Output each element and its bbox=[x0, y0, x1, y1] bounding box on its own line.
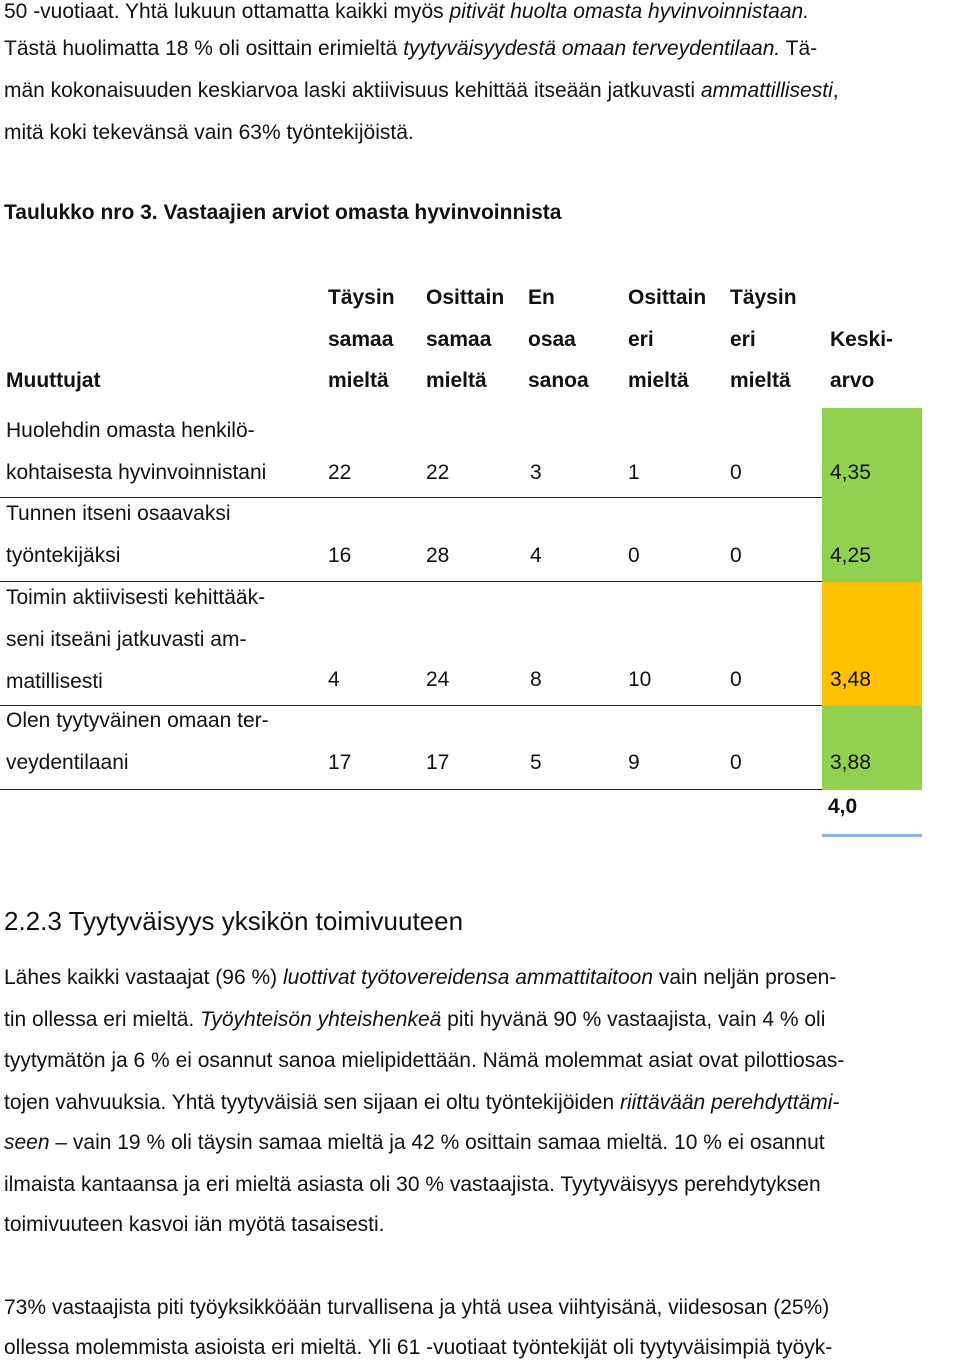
emphasis: luottivat työtovereidensa ammattitaitoon bbox=[282, 966, 654, 989]
table-cell: 0 bbox=[730, 461, 742, 484]
label-text: Olen tyytyväinen omaan ter- bbox=[6, 709, 269, 732]
table-cell: 4 bbox=[530, 544, 542, 567]
intro-line-1 bbox=[4, 0, 809, 24]
table-cell: 24 bbox=[426, 668, 450, 691]
table-row-label bbox=[6, 502, 312, 568]
table-cell: 28 bbox=[426, 544, 450, 567]
table-cell: 5 bbox=[530, 751, 542, 774]
paragraph-1-line-7: toimivuuteen kasvoi iän myötä tasaisesti. bbox=[4, 1213, 385, 1236]
col-header-4-line-1: Osittain bbox=[628, 286, 707, 309]
col-header-3-line-1: En bbox=[528, 286, 555, 309]
text: , bbox=[832, 79, 839, 102]
label-text: matillisesti bbox=[6, 670, 103, 693]
label-text: Huolehdin omasta henkilö- bbox=[6, 419, 255, 442]
total-average: 4,0 bbox=[828, 795, 858, 818]
text: 50 -vuotiaat. Yhtä lukuun ottamatta kaikki myös bbox=[4, 0, 450, 23]
paragraph-1-line-1 bbox=[4, 966, 836, 990]
row-label-line bbox=[6, 544, 312, 568]
paragraph-1-line-5 bbox=[4, 1131, 825, 1155]
col-header-2-line-3: mieltä bbox=[426, 369, 487, 392]
text: Tästä huolimatta 18 % oli osittain erimieltä bbox=[4, 37, 404, 60]
paragraph-1-line-6: ilmaista kantaansa ja eri mieltä asiasta oli 30 % vastaajista. Tyytyväisyys perehdytyksen bbox=[4, 1173, 821, 1196]
emphasis: Työyhteisön yhteishenkeä bbox=[200, 1008, 442, 1031]
table-cell: 8 bbox=[530, 668, 542, 691]
table-cell: 4 bbox=[328, 668, 340, 691]
table-cell: 17 bbox=[328, 751, 352, 774]
text: piti hyvänä 90 % vastaajista, vain 4 % oli bbox=[441, 1008, 826, 1031]
col-header-5-line-1: Täysin bbox=[730, 286, 797, 309]
col-header-3-line-3: sanoa bbox=[528, 369, 589, 392]
avg-cell: 3,48 bbox=[830, 668, 871, 691]
label-text: Toimin aktiivisesti kehittääk- bbox=[6, 586, 266, 609]
paragraph-2-line-1: 73% vastaajista piti työyksikköään turvallisena ja yhtä usea viihtyisänä, viidesosan (25%) bbox=[4, 1296, 830, 1319]
col-header-1-line-1: Täysin bbox=[328, 286, 395, 309]
table-row-label bbox=[6, 586, 312, 694]
table-caption: Taulukko nro 3. Vastaajien arviot omasta hyvinvoinnista bbox=[4, 201, 562, 224]
table-cell: 0 bbox=[730, 668, 742, 691]
avg-header-line-1: Keski- bbox=[830, 328, 894, 351]
table-cell: 10 bbox=[628, 668, 652, 691]
table-cell: 0 bbox=[730, 544, 742, 567]
table-cell: 16 bbox=[328, 544, 352, 567]
text: – vain 19 % oli täysin samaa mieltä ja 42 % osittain samaa mieltä. 10 % ei osannut bbox=[49, 1131, 825, 1154]
table-cell: 1 bbox=[628, 461, 640, 484]
table-row-label bbox=[6, 419, 312, 485]
table-cell: 0 bbox=[628, 544, 640, 567]
col-header-2-line-2: samaa bbox=[426, 328, 492, 351]
emphasis: tyytyväisyydestä omaan terveydentilaan. bbox=[403, 37, 781, 60]
variables-header: Muuttujat bbox=[6, 369, 101, 392]
col-header-2-line-1: Osittain bbox=[426, 286, 505, 309]
row-label-line bbox=[6, 419, 312, 443]
row-label-line bbox=[6, 502, 312, 526]
text: män kokonaisuuden keskiarvoa laski aktiivisuus kehittää itseään jatkuvasti bbox=[4, 79, 701, 102]
paragraph-1-line-4 bbox=[4, 1091, 839, 1115]
table-cell: 22 bbox=[328, 461, 352, 484]
table-row-label bbox=[6, 709, 312, 775]
row-label-line bbox=[6, 461, 312, 485]
row-label-line bbox=[6, 709, 312, 733]
intro-line-3 bbox=[4, 79, 839, 103]
row-divider bbox=[0, 497, 822, 498]
text: Lähes kaikki vastaajat (96 %) bbox=[4, 966, 283, 989]
label-text: kohtaisesta hyvinvoinnistani bbox=[6, 461, 267, 484]
label-text: seni itseäni jatkuvasti am- bbox=[6, 628, 247, 651]
text: tin ollessa eri mieltä. bbox=[4, 1008, 201, 1031]
table-cell: 0 bbox=[730, 751, 742, 774]
col-header-4-line-3: mieltä bbox=[628, 369, 689, 392]
table-cell: 22 bbox=[426, 461, 450, 484]
avg-cell: 3,88 bbox=[830, 751, 871, 774]
table-cell: 17 bbox=[426, 751, 450, 774]
row-divider bbox=[0, 581, 822, 582]
emphasis: pitivät huolta omasta hyvinvoinnistaan. bbox=[449, 0, 810, 23]
label-text: veydentilaani bbox=[6, 751, 129, 774]
text: vain neljän prosen- bbox=[653, 966, 837, 989]
table-cell: 9 bbox=[628, 751, 640, 774]
avg-header-line-2: arvo bbox=[830, 369, 875, 392]
avg-highlight-green bbox=[822, 706, 922, 790]
col-header-5-line-3: mieltä bbox=[730, 369, 791, 392]
table-cell: 3 bbox=[530, 461, 542, 484]
col-header-5-line-2: eri bbox=[730, 328, 756, 351]
avg-cell: 4,25 bbox=[830, 544, 871, 567]
text: Tä- bbox=[780, 37, 818, 60]
col-header-4-line-2: eri bbox=[628, 328, 654, 351]
intro-line-4: mitä koki tekevänsä vain 63% työntekijöistä. bbox=[4, 121, 414, 144]
paragraph-2-line-2: ollessa molemmista asioista eri mieltä. Yli 61 -vuotiaat työntekijät oli tyytyväisimpiä työyk- bbox=[4, 1336, 833, 1359]
text: tojen vahvuuksia. Yhtä tyytyväisiä sen sijaan ei oltu työntekijöiden bbox=[4, 1091, 620, 1114]
label-text: työntekijäksi bbox=[6, 544, 121, 567]
row-label-line bbox=[6, 586, 312, 610]
col-header-1-line-2: samaa bbox=[328, 328, 394, 351]
section-heading: 2.2.3 Tyytyväisyys yksikön toimivuuteen bbox=[4, 906, 464, 936]
intro-line-2 bbox=[4, 37, 817, 61]
col-header-1-line-3: mieltä bbox=[328, 369, 389, 392]
row-label-line bbox=[6, 751, 312, 775]
emphasis: riittävään perehdyttämi- bbox=[619, 1091, 840, 1114]
label-text: Tunnen itseni osaavaksi bbox=[6, 502, 231, 525]
row-divider bbox=[0, 789, 822, 790]
paragraph-1-line-2 bbox=[4, 1008, 825, 1032]
emphasis: ammattillisesti bbox=[700, 79, 833, 102]
avg-cell: 4,35 bbox=[830, 461, 871, 484]
row-label-line bbox=[6, 670, 312, 694]
paragraph-1-line-3: tyytymätön ja 6 % ei osannut sanoa mielipidettään. Nämä molemmat asiat ovat pilottiosas- bbox=[4, 1049, 845, 1072]
col-header-3-line-2: osaa bbox=[528, 328, 576, 351]
emphasis: seen bbox=[4, 1131, 50, 1154]
row-divider bbox=[0, 705, 822, 706]
row-label-line bbox=[6, 628, 312, 652]
